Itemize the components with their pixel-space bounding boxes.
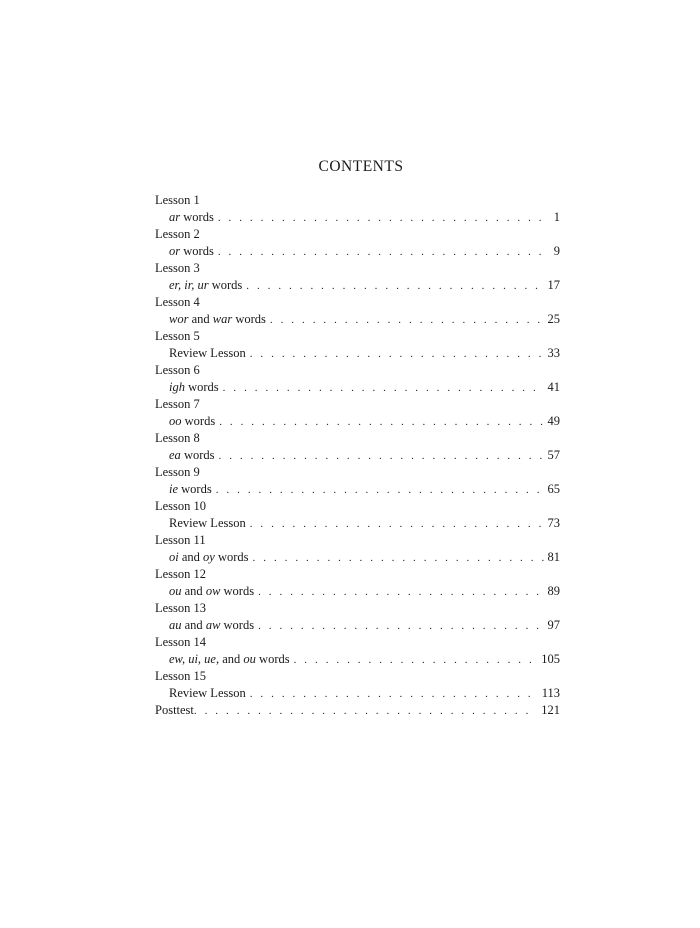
toc-entry-italic-text: oo — [169, 414, 182, 428]
toc-entry — [155, 379, 560, 396]
toc-page-number: 73 — [547, 516, 560, 530]
toc-lesson-label: Lesson 14 — [155, 635, 207, 649]
dot-leader — [250, 516, 544, 533]
toc-entry-label — [169, 277, 246, 294]
dot-leader — [294, 652, 538, 669]
toc-entry-label — [169, 209, 218, 226]
toc-entry-text: words — [181, 414, 216, 428]
toc-entry-italic-text: au — [169, 618, 182, 632]
toc-entry-italic-text: oi — [169, 550, 179, 564]
toc-lesson-label: Lesson 8 — [155, 431, 200, 445]
toc-lesson-label: Lesson 1 — [155, 193, 200, 207]
toc-entry — [155, 209, 560, 226]
dot-leader — [250, 686, 538, 703]
toc-posttest-entry — [155, 702, 560, 719]
toc-lesson-label: Lesson 5 — [155, 329, 200, 343]
toc-entry-label — [169, 651, 294, 668]
toc-entry-italic-text: ew, ui, ue, — [169, 652, 220, 666]
toc-lesson-label: Lesson 11 — [155, 533, 206, 547]
toc-entry-italic-text: war — [212, 312, 233, 326]
table-of-contents — [155, 192, 560, 719]
toc-page-number: 57 — [547, 448, 560, 462]
toc-page-number: 97 — [547, 618, 560, 632]
toc-page-number: 49 — [547, 414, 560, 428]
toc-entry-label — [169, 583, 258, 600]
toc-lesson-label: Lesson 3 — [155, 261, 200, 275]
toc-lesson-block — [155, 498, 560, 532]
toc-entry-italic-text: ar — [169, 210, 181, 224]
toc-entry-text: words — [214, 550, 249, 564]
toc-lesson-label: Lesson 15 — [155, 669, 207, 683]
toc-page-number: 33 — [547, 346, 560, 360]
toc-entry-label — [169, 243, 218, 260]
toc-entry-italic-text: igh — [169, 380, 185, 394]
toc-entry-text: and — [181, 618, 206, 632]
toc-entry-label — [169, 617, 258, 634]
toc-entry-text: Review Lesson — [169, 686, 246, 700]
toc-entry — [155, 617, 560, 634]
toc-lesson-block — [155, 328, 560, 362]
dot-leader — [258, 618, 543, 635]
toc-entry-italic-text: ie — [169, 482, 179, 496]
toc-lesson-block — [155, 226, 560, 260]
toc-entry-label — [169, 345, 250, 362]
toc-entry-italic-text: ow — [205, 584, 221, 598]
toc-lesson-label: Lesson 4 — [155, 295, 200, 309]
dot-leader — [258, 584, 543, 601]
toc-lesson-label: Lesson 2 — [155, 227, 200, 241]
dot-leader — [218, 244, 550, 261]
toc-page-number: 25 — [547, 312, 560, 326]
toc-entry-label — [169, 379, 223, 396]
toc-entry-label — [169, 447, 219, 464]
toc-lesson-label: Lesson 13 — [155, 601, 207, 615]
toc-entry-text: words — [208, 278, 243, 292]
toc-entry-text: words — [178, 482, 212, 496]
toc-entry-label — [169, 549, 253, 566]
toc-lesson-block — [155, 430, 560, 464]
toc-page-number: 41 — [547, 380, 560, 394]
toc-posttest-label: Posttest — [155, 703, 194, 717]
dot-leader — [270, 312, 544, 329]
toc-entry-text: words — [180, 210, 214, 224]
toc-lesson-label: Lesson 10 — [155, 499, 207, 513]
dot-leader — [194, 703, 537, 720]
toc-entry-italic-text: ou — [169, 584, 182, 598]
toc-entry — [155, 515, 560, 532]
toc-entry — [155, 413, 560, 430]
toc-entry-text: words — [180, 244, 214, 258]
toc-lesson-block — [155, 532, 560, 566]
toc-entry-label — [169, 515, 250, 532]
toc-entry — [155, 685, 560, 702]
toc-lesson-block — [155, 192, 560, 226]
toc-entry-text: words — [180, 448, 215, 462]
toc-entry-italic-text: ou — [243, 652, 256, 666]
toc-lesson-block — [155, 464, 560, 498]
toc-entry-italic-text: wor — [169, 312, 189, 326]
toc-page-number: 65 — [547, 482, 560, 496]
toc-entry — [155, 583, 560, 600]
toc-entry-italic-text: ea — [169, 448, 181, 462]
toc-entry — [155, 447, 560, 464]
toc-lesson-block — [155, 566, 560, 600]
dot-leader — [219, 414, 543, 431]
toc-lesson-block — [155, 260, 560, 294]
toc-entry-text: words — [232, 312, 266, 326]
toc-page-number: 121 — [541, 703, 560, 717]
toc-entry — [155, 311, 560, 328]
toc-entry — [155, 481, 560, 498]
toc-lesson-label: Lesson 12 — [155, 567, 207, 581]
dot-leader — [253, 550, 544, 567]
toc-page-number: 113 — [541, 686, 560, 700]
toc-entry-label — [169, 413, 219, 430]
toc-entry-text: words — [220, 618, 255, 632]
toc-entry-italic-text: aw — [205, 618, 221, 632]
toc-page-number: 1 — [553, 210, 560, 224]
toc-entry — [155, 345, 560, 362]
dot-leader — [216, 482, 544, 499]
toc-entry-text: Review Lesson — [169, 516, 246, 530]
toc-entry — [155, 549, 560, 566]
toc-entry-text: and — [188, 312, 213, 326]
toc-lesson-block — [155, 668, 560, 702]
toc-entry — [155, 243, 560, 260]
toc-entry-label — [169, 311, 270, 328]
toc-entry-label — [169, 481, 216, 498]
toc-entry-text: and — [181, 584, 206, 598]
toc-page-number: 81 — [547, 550, 560, 564]
dot-leader — [223, 380, 544, 397]
toc-lesson-block — [155, 396, 560, 430]
toc-entry-text: and — [178, 550, 204, 564]
toc-lesson-label: Lesson 7 — [155, 397, 200, 411]
toc-page-number: 105 — [541, 652, 560, 666]
toc-page-number: 9 — [553, 244, 560, 258]
toc-lesson-label: Lesson 9 — [155, 465, 200, 479]
toc-lesson-block — [155, 634, 560, 668]
toc-entry-label — [169, 685, 250, 702]
dot-leader — [250, 346, 544, 363]
toc-entry — [155, 651, 560, 668]
toc-entry-italic-text: er, ir, ur — [169, 278, 209, 292]
toc-entry-text: words — [184, 380, 219, 394]
toc-entry-text: words — [220, 584, 255, 598]
page-title: CONTENTS — [318, 158, 404, 175]
dot-leader — [219, 448, 544, 465]
toc-lesson-label: Lesson 6 — [155, 363, 200, 377]
toc-entry-italic-text: oy — [203, 550, 215, 564]
toc-page-number: 17 — [547, 278, 560, 292]
toc-entry-text: Review Lesson — [169, 346, 246, 360]
toc-entry — [155, 277, 560, 294]
toc-lesson-block — [155, 362, 560, 396]
toc-page-number: 89 — [547, 584, 560, 598]
toc-entry-text: and — [219, 652, 244, 666]
toc-entry-italic-text: or — [169, 244, 181, 258]
toc-entry-text: words — [255, 652, 290, 666]
dot-leader — [218, 210, 550, 227]
dot-leader — [246, 278, 543, 295]
toc-lesson-block — [155, 294, 560, 328]
toc-lesson-block — [155, 600, 560, 634]
